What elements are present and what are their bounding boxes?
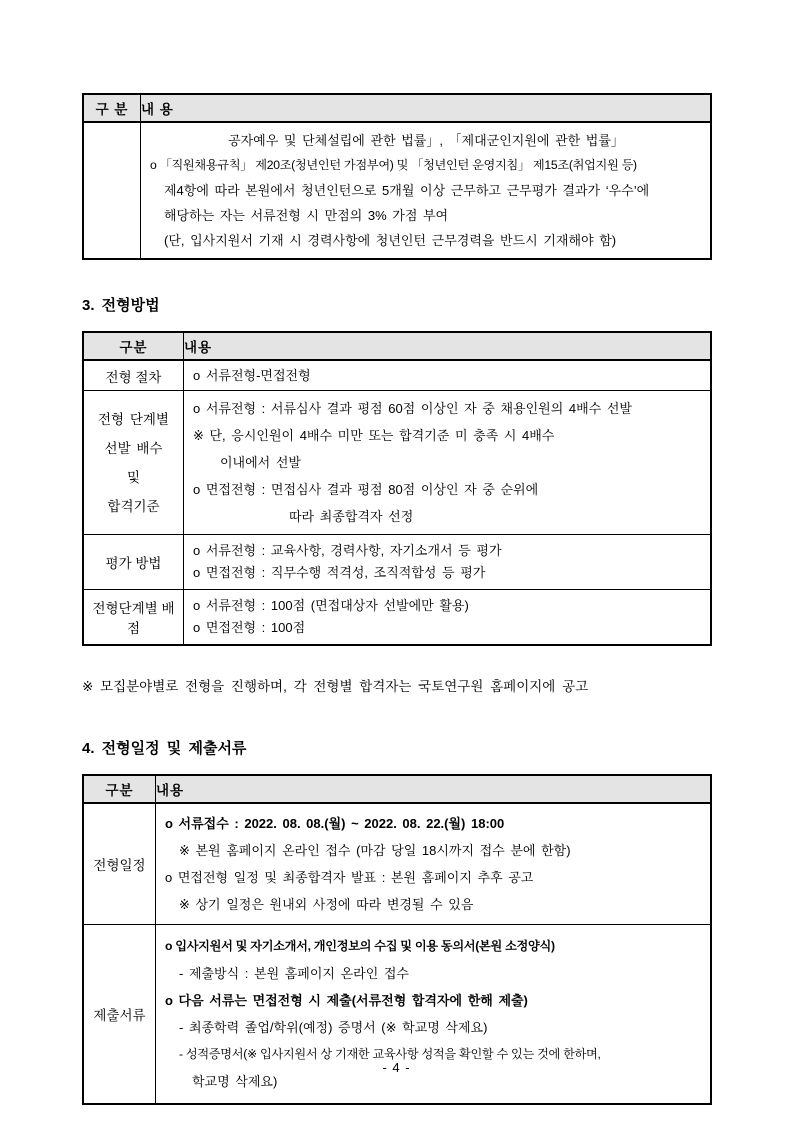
table3-row1-line3: o 면접전형 일정 및 최종합격자 발표 : 본원 홈페이지 추후 공고 xyxy=(165,870,534,885)
table-selection-method xyxy=(82,331,712,646)
table1-header-naeyong: 내 용 xyxy=(141,102,174,117)
table-preferential-points xyxy=(82,93,712,260)
table2-row2-line2: ※ 단, 응시인원이 4배수 미만 또는 합격기준 미 충족 시 4배수 xyxy=(193,428,555,443)
table3-row2-content xyxy=(156,925,710,1103)
table3-row1-content xyxy=(156,804,710,924)
table3-header-naeyong: 내용 xyxy=(156,783,185,798)
table3-row1-label: 전형일정 xyxy=(84,804,156,924)
page-number: - 4 - xyxy=(382,1060,411,1075)
table1-line-clause: 제4항에 따라 본원에서 청년인턴으로 5개월 이상 근무하고 근무평가 결과가 ‘우수’에 xyxy=(164,183,650,198)
table2-row1-label: 전형 절차 xyxy=(84,361,184,390)
table2-row-procedure xyxy=(84,360,710,390)
table1-line-law-continuation: 공자예우 및 단체설립에 관한 법률」, 「제대군인지원에 관한 법률」 xyxy=(228,133,624,148)
table2-row4-label: 전형단계별 배점 xyxy=(84,590,184,644)
table1-line-rule: o 「직원채용규칙」 제20조(청년인턴 가점부여) 및 「청년인턴 운영지침」 제15조(취업지원 등) xyxy=(150,158,637,172)
table2-row3-content xyxy=(184,535,710,589)
table3-row-schedule xyxy=(84,803,710,924)
table3-header-row xyxy=(84,776,710,803)
table2-row2-line5: 따라 최종합격자 선정 xyxy=(289,509,414,524)
section3-heading: 3. 전형방법 xyxy=(82,297,160,314)
table1-body-label xyxy=(84,123,141,258)
table3-row2-label: 제출서류 xyxy=(84,925,156,1103)
table3-row2-line5: - 성적증명서(※ 입사지원서 상 기재한 교육사항 성적을 확인할 수 있는 것에 한하며, xyxy=(179,1047,601,1061)
table1-line-bonus: 해당하는 자는 서류전형 시 만점의 3% 가점 부여 xyxy=(164,208,449,223)
table3-row2-line3: o 다음 서류는 면접전형 시 제출(서류전형 합격자에 한해 제출) xyxy=(165,993,528,1008)
table3-header-gubun: 구분 xyxy=(84,776,156,802)
table1-header-row xyxy=(84,95,710,122)
table3-row-documents xyxy=(84,924,710,1103)
table3-row2-line2: - 제출방식 : 본원 홈페이지 온라인 접수 xyxy=(179,966,409,981)
table-schedule-documents xyxy=(82,774,712,1105)
table2-row2-line4: o 면접전형 : 면접심사 결과 평점 80점 이상인 자 중 순위에 xyxy=(193,482,539,497)
table2-row1-line1: o 서류전형-면접전형 xyxy=(193,368,311,383)
table2-row-criteria xyxy=(84,390,710,534)
section4-heading: 4. 전형일정 및 제출서류 xyxy=(82,740,247,757)
table2-row4-line2: o 면접전형 : 100점 xyxy=(193,620,306,635)
table2-row3-label: 평가 방법 xyxy=(84,535,184,589)
table2-row1-content xyxy=(184,361,710,390)
table2-header-row xyxy=(84,333,710,360)
table3-row1-line2: ※ 본원 홈페이지 온라인 접수 (마감 당일 18시까지 접수 분에 한함) xyxy=(179,843,571,858)
table2-row3-line2: o 면접전형 : 직무수행 적격성, 조직적합성 등 평가 xyxy=(193,565,486,580)
table3-row2-line4: - 최종학력 졸업/학위(예정) 증명서 (※ 학교명 삭제요) xyxy=(179,1020,488,1035)
table2-header-gubun: 구분 xyxy=(84,333,184,359)
section3-note: ※ 모집분야별로 전형을 진행하며, 각 전형별 합격자는 국토연구원 홈페이지에 공고 xyxy=(82,679,589,694)
table1-body-row xyxy=(84,122,710,258)
table2-row2-line3: 이내에서 선발 xyxy=(220,455,301,470)
table3-row1-line4: ※ 상기 일정은 원내외 사정에 따라 변경될 수 있음 xyxy=(179,897,474,912)
table2-row3-line1: o 서류전형 : 교육사항, 경력사항, 자기소개서 등 평가 xyxy=(193,543,502,558)
table1-line-note: (단, 입사지원서 기재 시 경력사항에 청년인턴 근무경력을 반드시 기재해야 함) xyxy=(164,233,617,248)
table3-row1-line1: o 서류접수 : 2022. 08. 08.(월) ~ 2022. 08. 22.(월) 18:00 xyxy=(165,816,505,831)
table2-row2-line1: o 서류전형 : 서류심사 결과 평점 60점 이상인 자 중 채용인원의 4배수 선발 xyxy=(193,401,632,416)
table3-row2-line1: o 입사지원서 및 자기소개서, 개인정보의 수집 및 이용 동의서(본원 소정양식) xyxy=(165,939,555,953)
table2-row-evaluation xyxy=(84,534,710,589)
table2-header-naeyong: 내용 xyxy=(184,340,213,355)
table1-header-gubun: 구 분 xyxy=(84,95,141,121)
table2-row2-content xyxy=(184,391,710,534)
table2-row4-content xyxy=(184,590,710,644)
table3-row2-line6: 학교명 삭제요) xyxy=(192,1074,278,1089)
table2-row4-line1: o 서류전형 : 100점 (면접대상자 선발에만 활용) xyxy=(193,598,469,613)
table2-row-scoring xyxy=(84,589,710,644)
table2-row2-label: 전형 단계별 선발 배수 및 합격기준 xyxy=(84,391,184,534)
table1-body-content xyxy=(141,123,710,258)
